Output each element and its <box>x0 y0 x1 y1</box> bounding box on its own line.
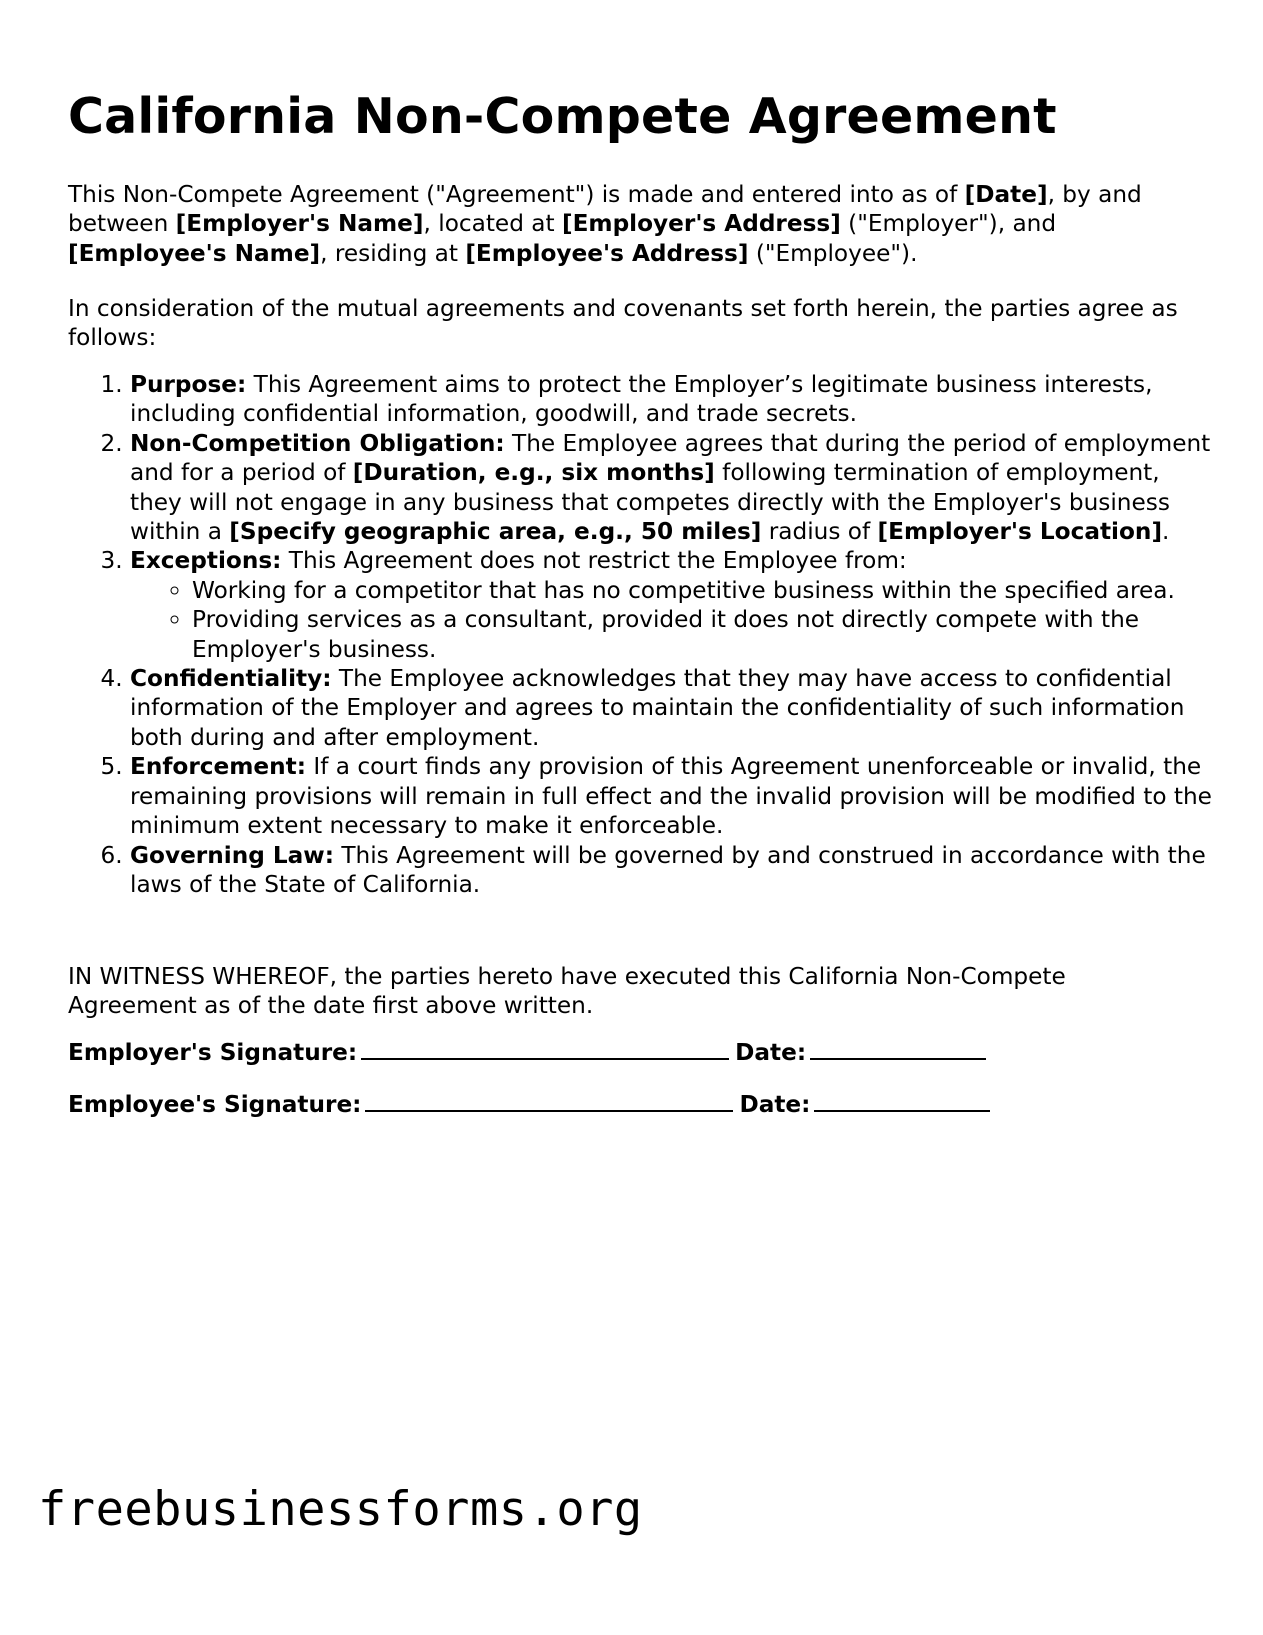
employee-signature-label: Employee's Signature: <box>68 1091 362 1118</box>
provision-text: radius of <box>761 518 878 546</box>
intro-text: ("Employer"), and <box>840 210 1057 238</box>
provisions-list <box>68 370 1212 899</box>
provision-text: This Agreement does not restrict the Employee from: <box>281 547 907 575</box>
provision-text: The Employee agrees that during the period of employment and for a period of <box>130 429 1211 487</box>
employer-date-field[interactable] <box>810 1036 986 1060</box>
provision-exceptions <box>130 546 1212 664</box>
exception-item: ◦ Providing services as a consultant, provided it does not directly compete with the Employer's business. <box>192 605 1212 664</box>
provision-heading: Confidentiality: <box>130 665 332 693</box>
intro-text: , located at <box>423 210 562 238</box>
provision-text: This Agreement aims to protect the Employer’s legitimate business interests, including confidential information, goodwill, and trade secrets. <box>130 371 1153 428</box>
provision-non-competition <box>130 429 1212 547</box>
provision-text: If a court finds any provision of this Agreement unenforceable or invalid, the remaining provisions will remain in full effect and the invalid provision will be modified to the minimum extent necessary to make it enforceable. <box>130 753 1212 840</box>
employee-date-label: Date: <box>739 1091 811 1118</box>
intro-text: This Non-Compete Agreement ("Agreement") is made and entered into as of <box>68 181 965 208</box>
employer-signature-row <box>68 1036 986 1067</box>
employee-signature-row <box>68 1088 990 1119</box>
area-placeholder: [Specify geographic area, e.g., 50 miles] <box>229 518 762 546</box>
intro-text: ("Employee"). <box>748 239 918 267</box>
provision-text: The Employee acknowledges that they may have access to confidential information of the Employer and agrees to maintain the confidentiality of such information both during and after employment. <box>130 665 1185 751</box>
provision-enforcement <box>130 752 1212 840</box>
provision-purpose <box>130 370 1212 429</box>
employer-name-placeholder: [Employer's Name] <box>175 210 424 238</box>
provision-heading: Purpose: <box>130 371 247 398</box>
intro-text: , by and between <box>68 181 1142 238</box>
employee-name-placeholder: [Employee's Name] <box>68 239 321 267</box>
provision-text: This Agreement will be governed by and construed in accordance with the laws of the State of California. <box>130 841 1206 898</box>
employer-signature-label: Employer's Signature: <box>68 1039 358 1066</box>
witness-paragraph: IN WITNESS WHEREOF, the parties hereto have executed this California Non-Compete Agreement as of the date first above written. <box>68 963 1066 1020</box>
provision-heading: Non-Competition Obligation: <box>130 429 505 457</box>
provision-governing-law <box>130 841 1212 900</box>
employee-date-field[interactable] <box>814 1088 990 1112</box>
provision-text: . <box>1162 518 1170 546</box>
intro-paragraph <box>68 180 1198 268</box>
employer-address-placeholder: [Employer's Address] <box>561 210 841 238</box>
employee-address-placeholder: [Employee's Address] <box>465 239 749 267</box>
provision-text: following termination of employment, they will not engage in any business that competes directly with the Employer's business within a <box>130 459 1170 546</box>
intro-text: , residing at <box>320 239 466 267</box>
document-title: California Non-Compete Agreement <box>68 88 1057 145</box>
exceptions-list <box>130 576 1212 664</box>
watermark-text: freebusinessforms.org <box>38 1482 643 1537</box>
provision-confidentiality <box>130 664 1212 752</box>
employer-date-label: Date: <box>735 1039 807 1066</box>
duration-placeholder: [Duration, e.g., six months] <box>352 459 715 487</box>
exception-item: ◦ Working for a competitor that has no competitive business within the specified area. <box>192 576 1212 605</box>
provision-heading: Exceptions: <box>130 547 282 575</box>
provision-heading: Governing Law: <box>130 841 334 869</box>
employer-signature-field[interactable] <box>361 1036 729 1060</box>
provision-heading: Enforcement: <box>130 753 307 781</box>
date-placeholder: [Date] <box>964 181 1048 208</box>
consideration-paragraph: In consideration of the mutual agreements and covenants set forth herein, the parties agree as follows: <box>68 295 1178 352</box>
employee-signature-field[interactable] <box>365 1088 733 1112</box>
location-placeholder: [Employer's Location] <box>877 518 1163 546</box>
